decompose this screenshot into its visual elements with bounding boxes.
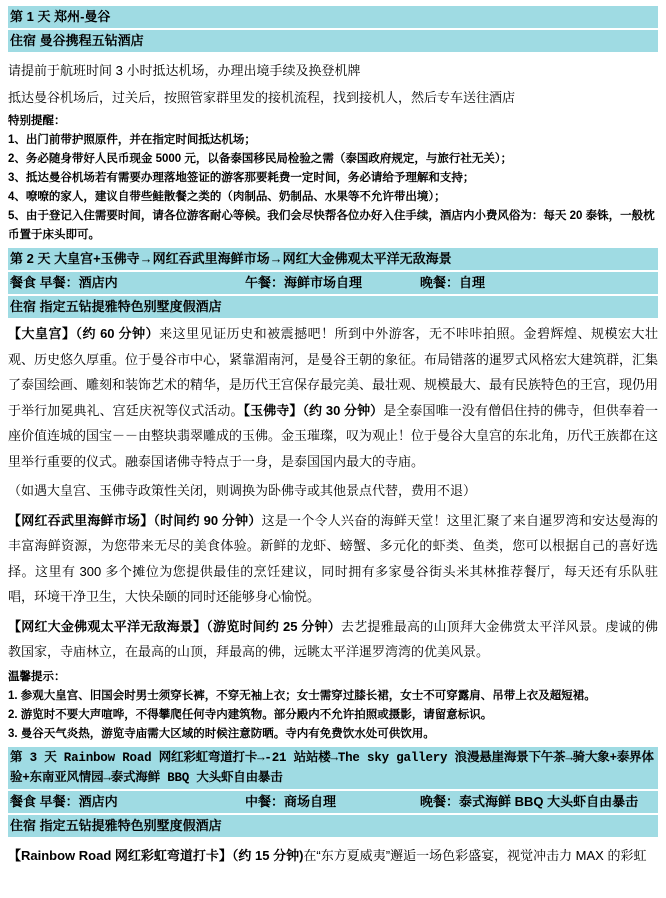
day3-dinner <box>420 792 656 812</box>
day3-lunch <box>245 792 420 812</box>
day3-lunch-label: 中餐： <box>245 793 285 809</box>
day2-breakfast-label: 餐食 早餐： <box>10 275 79 290</box>
day2-lunch-value: 海鲜市场自理 <box>284 275 363 290</box>
day2-lunch <box>245 273 420 293</box>
day2-attraction-2-text: 是全泰国唯一没有僧侣住持的佛寺，但供奉着一座价值连城的国宝－－由整块翡翠雕成的玉佛。金玉璀璨，叹为观止！位于曼谷大皇宫的东北角，历代王族都在这里举行重要的仪式。融泰国诸佛寺特点于一身，是泰国国内最大的寺庙。 <box>8 402 659 469</box>
day1-hotel: 住宿 曼谷携程五钻酒店 <box>8 30 658 52</box>
day2-warm-3: 3. 曼谷天气炎热，游览寺庙需大区域的时候注意防晒。寺内有免费饮水处可供饮用。 <box>8 727 435 740</box>
day2-attraction-3-title: 【网红吞武里海鲜市场】（时间约 90 分钟） <box>8 512 262 528</box>
day3-breakfast-label: 餐食 早餐： <box>10 793 79 809</box>
day2-breakfast <box>10 273 245 293</box>
day3-attraction-1 <box>8 843 658 869</box>
day3-breakfast <box>10 792 245 812</box>
day2-policy-note: （如遇大皇宫、玉佛寺政策性关闭，则调换为卧佛寺或其他景点代替，费用不退） <box>8 483 477 498</box>
day1-paragraph-2: 抵达曼谷机场后，过关后，按照管家群里发的接机流程，找到接机人，然后专车送往酒店 <box>8 90 516 105</box>
day2-dinner-label: 晚餐： <box>420 275 460 290</box>
day2-attraction-1-text: 来这里见证历史和被震撼吧！所到中外游客，无不咔咔拍照。金碧辉煌、规模宏大壮观、历史悠久厚重。位于曼谷市中心，紧靠湄南河，是曼谷王朝的象征。布局错落的暹罗式风格宏大建筑群，汇集了泰国绘画、雕刻和装饰艺术的精华，是历代王宫保存最完美、最壮观、规模最大、最有民族特色的王宫，现仍用于举行加冕典礼、宫廷庆祝等仪式活动。 <box>8 326 659 418</box>
day1-tip-5: 5、由于登记入住需要时间，请各位游客耐心等候。我们会尽快帮各位办好入住手续，酒店内小费风俗为：每天 20 泰铢，一般枕币置于床头即可。 <box>8 210 655 241</box>
day3-breakfast-value: 酒店内 <box>78 793 118 809</box>
day2-attraction-3 <box>8 508 658 610</box>
day1-tip-3: 3、抵达曼谷机场若有需要办理落地签证的游客那要耗费一定时间，务必请给予理解和支持； <box>8 172 475 184</box>
day1-tips-title: 特别提醒： <box>8 115 66 127</box>
day1-paragraph-1: 请提前于航班时间 3 小时抵达机场，办理出境手续及换登机牌 <box>8 63 361 78</box>
day3-dinner-label: 晚餐： <box>420 793 460 809</box>
day1-tip-1: 1、出门前带护照原件，并在指定时间抵达机场； <box>8 134 256 146</box>
day2-meals <box>8 272 658 294</box>
day1-tip-2: 2、务必随身带好人民币现金 5000 元，以备泰国移民局检验之需（泰国政府规定，与旅行社无关）； <box>8 153 513 165</box>
day3-attraction-1-text: 在“东方夏威夷”邂逅一场色彩盛宴，视觉冲击力 MAX 的彩虹 <box>303 847 647 863</box>
day2-warm-title: 温馨提示： <box>8 670 66 683</box>
day2-dinner-value: 自理 <box>459 275 486 290</box>
day1-heading: 第 1 天 郑州-曼谷 <box>8 6 658 28</box>
day2-attraction-4-title: 【网红大金佛观太平洋无敌海景】（游览时间约 25 分钟） <box>8 618 341 634</box>
day2-breakfast-value: 酒店内 <box>78 275 118 290</box>
day2-attraction-1-title: 【大皇宫】（约 60 分钟） <box>8 326 160 341</box>
day2-attraction-3-text: 这是一个令人兴奋的海鲜天堂！这里汇聚了来自暹罗湾和安达曼海的丰富海鲜资源，为您带来无尽的美食体验。新鲜的龙虾、螃蟹、多元化的虾类、鱼类，您可以根据自己的喜好选择。这里有 300 多个摊位为您提供最佳的烹饪建议，同时拥有多家曼谷街头米其林推荐餐厅，每天还有乐队驻唱，环境干净卫生，大快朵颐的同时还能够身心愉悦。 <box>8 512 658 604</box>
day2-hotel: 住宿 指定五钻提雅特色别墅度假酒店 <box>8 296 658 318</box>
day3-dinner-value: 泰式海鲜 BBQ 大头虾自由暴击 <box>459 793 639 809</box>
day3-attraction-1-title: 【Rainbow Road 网红彩虹弯道打卡】（约 15 分钟) <box>8 847 304 863</box>
day2-attraction-4-text: 去艺提雅最高的山顶拜大金佛赏太平洋风景。虔诚的佛教国家，寺庙林立，在最高的山顶，拜最高的佛，远眺太平洋暹罗湾湾的优美风景。 <box>8 618 658 659</box>
day2-attraction-1 <box>8 321 658 474</box>
day2-lunch-label: 午餐： <box>245 275 285 290</box>
day2-attraction-4 <box>8 614 658 665</box>
day3-meals <box>8 791 658 813</box>
day3-heading: 第 3 天 Rainbow Road 网红彩虹弯道打卡→-21 站站楼→The sky gallery 浪漫悬崖海景下午茶→骑大象+泰界体验+东南亚风情园→泰式海鲜 BBQ 大头虾自由暴击 <box>8 747 658 789</box>
day2-heading: 第 2 天 大皇宫+玉佛寺→网红吞武里海鲜市场→网红大金佛观太平洋无敌海景 <box>8 248 658 270</box>
day2-dinner <box>420 273 656 293</box>
day2-attraction-2-title: 【玉佛寺】（约 30 分钟） <box>243 402 384 418</box>
day3-hotel: 住宿 指定五钻提雅特色别墅度假酒店 <box>8 815 658 837</box>
day1-tip-4: 4、嘹嘹的家人，建议自带些鲑散餐之类的（肉制品、奶制品、水果等不允许带出境）； <box>8 191 446 203</box>
day2-warm-2: 2. 游览时不要大声喧哗，不得攀爬任何寺内建筑物。部分殿内不允许拍照或摄影，请留意标识。 <box>8 708 493 721</box>
day2-warm-1: 1. 参观大皇宫、旧国会时男士须穿长裤，不穿无袖上衣；女士需穿过膝长裙，女士不可穿露肩、吊带上衣及超短裙。 <box>8 689 596 702</box>
day3-lunch-value: 商场自理 <box>284 793 337 809</box>
